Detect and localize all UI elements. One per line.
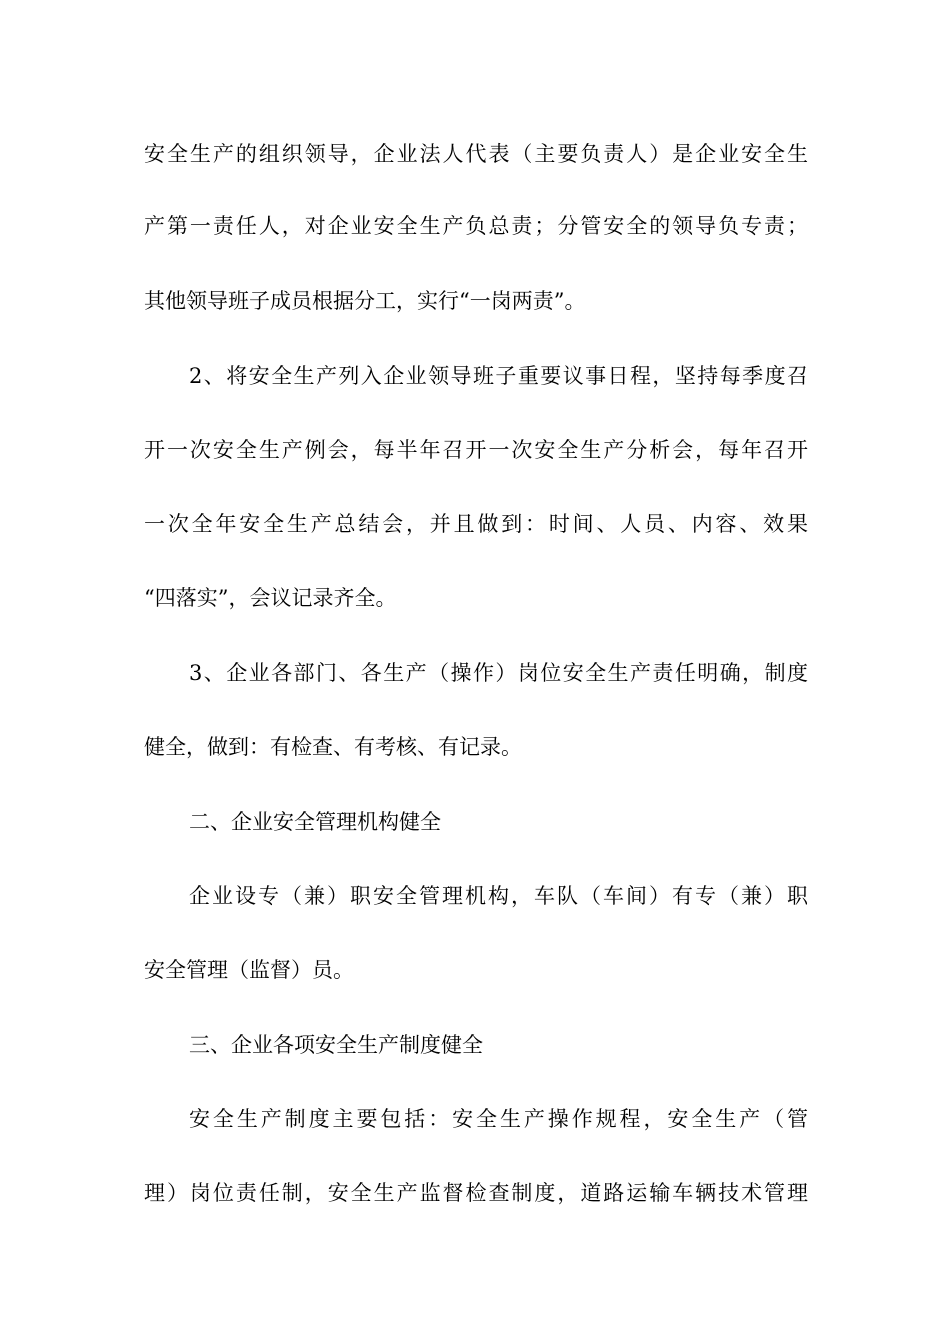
paragraph-line: “四落实”，会议记录齐全。 bbox=[144, 586, 397, 610]
section-heading: 三、企业各项安全生产制度健全 bbox=[189, 1033, 483, 1057]
paragraph-line: 其他领导班子成员根据分工，实行“一岗两责”。 bbox=[144, 289, 586, 313]
paragraph-line: 健全，做到：有检查、有考核、有记录。 bbox=[144, 735, 522, 759]
paragraph-line: 开一次安全生产例会，每半年召开一次安全生产分析会，每年召开 bbox=[144, 438, 808, 462]
paragraph-line: 理）岗位责任制，安全生产监督检查制度，道路运输车辆技术管理 bbox=[144, 1181, 808, 1205]
paragraph-line: 安全生产的组织领导，企业法人代表（主要负责人）是企业安全生 bbox=[144, 142, 808, 166]
paragraph-line: 2、将安全生产列入企业领导班子重要议事日程，坚持每季度召 bbox=[189, 364, 808, 388]
paragraph-line: 安全生产制度主要包括：安全生产操作规程，安全生产（管 bbox=[189, 1107, 808, 1131]
paragraph-line: 安全管理（监督）员。 bbox=[144, 958, 354, 982]
paragraph-line: 一次全年安全生产总结会，并且做到：时间、人员、内容、效果 bbox=[144, 512, 808, 536]
paragraph-line: 企业设专（兼）职安全管理机构，车队（车间）有专（兼）职 bbox=[189, 884, 808, 908]
section-heading: 二、企业安全管理机构健全 bbox=[189, 810, 441, 834]
paragraph-line: 产第一责任人，对企业安全生产负总责；分管安全的领导负专责； bbox=[144, 214, 808, 238]
paragraph-line: 3、企业各部门、各生产（操作）岗位安全生产责任明确，制度 bbox=[189, 661, 808, 685]
